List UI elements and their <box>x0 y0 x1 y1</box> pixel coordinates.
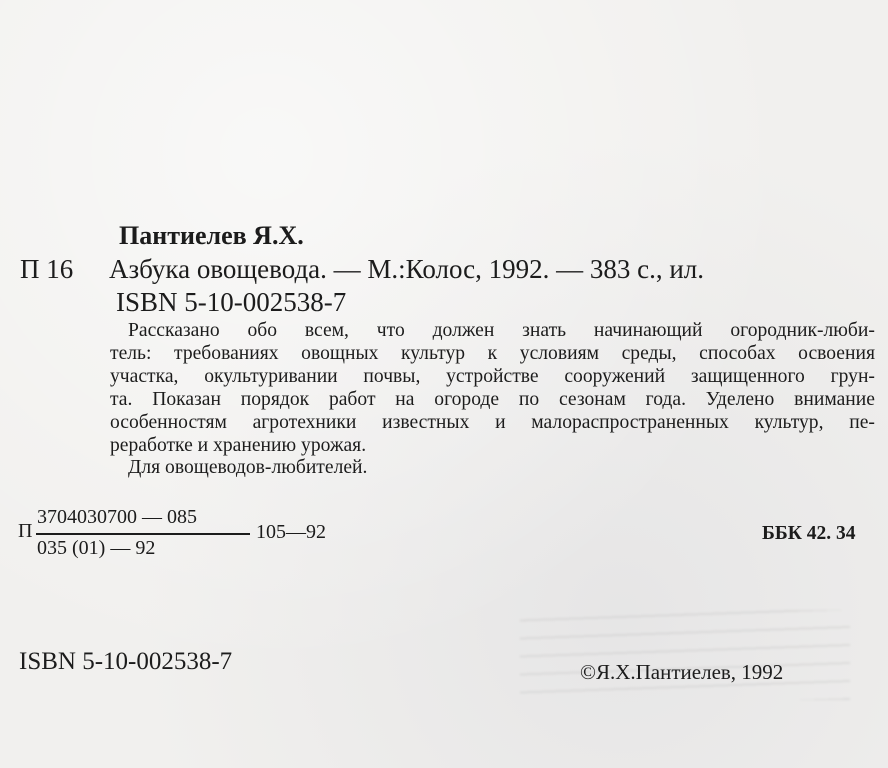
annotation-word: огороде <box>434 389 500 410</box>
copyright-notice: ©Я.Х.Пантиелев, 1992 <box>580 660 784 684</box>
annotation-word: Показан <box>152 389 221 410</box>
annotation-word: овощных <box>301 343 379 364</box>
isbn-bottom: ISBN 5-10-002538-7 <box>19 648 233 675</box>
annotation-word: малораспространенных <box>531 412 729 433</box>
annotation-word: требованиях <box>174 343 279 364</box>
annotation-word: среды, <box>621 343 677 364</box>
classification-tail: 105—92 <box>256 521 326 543</box>
annotation-word: защищенного <box>690 366 805 387</box>
annotation-word: по <box>518 389 540 410</box>
annotation-word: всем, <box>304 320 349 341</box>
annotation-paragraph <box>110 319 875 457</box>
classification-denominator: 035 (01) — 92 <box>37 537 156 559</box>
annotation-word: способах <box>699 343 776 364</box>
annotation-word: что <box>376 320 405 341</box>
annotation-word: Уделено <box>705 389 775 410</box>
page-show-through <box>520 610 850 700</box>
annotation-word: начинающий <box>593 320 703 341</box>
annotation-word: и <box>495 412 506 433</box>
annotation-word: знать <box>522 320 567 341</box>
annotation-word: агротехники <box>252 412 357 433</box>
annotation-word: огородник-люби- <box>730 320 875 341</box>
annotation-word: особенностям <box>110 412 227 433</box>
isbn-top: ISBN 5-10-002538-7 <box>116 287 347 317</box>
annotation-line <box>110 411 875 434</box>
annotation-word: грун- <box>830 366 875 387</box>
annotation-word: порядок <box>240 389 310 410</box>
annotation-word: известных <box>382 412 470 433</box>
annotation-line <box>110 365 875 388</box>
annotation-word: пе- <box>849 412 875 433</box>
annotation-word: условиям <box>519 343 599 364</box>
book-title-line: Азбука овощевода. — М.:Колос, 1992. — 383 с., ил. <box>109 254 705 284</box>
annotation-word: участка, <box>110 366 179 387</box>
annotation-word: почвы, <box>363 366 421 387</box>
annotation-word: внимание <box>794 389 875 410</box>
annotation-word: сезонам <box>558 389 626 410</box>
classification-numerator: 3704030700 — 085 <box>37 506 197 528</box>
annotation-word: Рассказано <box>128 320 220 341</box>
call-number: П 16 <box>20 254 74 284</box>
annotation-word: освоения <box>798 343 875 364</box>
annotation-word: должен <box>432 320 495 341</box>
annotation-word: обо <box>247 320 278 341</box>
annotation-word: тель: <box>110 343 152 364</box>
annotation-word: сооружений <box>564 366 666 387</box>
annotation-line: реработке и хранению урожая. <box>110 435 367 456</box>
classification-letter: П <box>18 520 33 542</box>
annotation-word: работ <box>328 389 376 410</box>
annotation-word: на <box>395 389 415 410</box>
bbk-index: ББК 42. 34 <box>762 523 856 544</box>
fraction-bar <box>36 533 250 535</box>
author-name: Пантиелев Я.Х. <box>119 221 304 250</box>
annotation-word: та. <box>110 389 133 410</box>
annotation-word: устройстве <box>446 366 539 387</box>
target-audience: Для овощеводов-любителей. <box>128 457 368 478</box>
annotation-word: окультуривании <box>204 366 338 387</box>
annotation-line <box>110 342 875 365</box>
annotation-line <box>110 319 875 342</box>
annotation-line <box>110 388 875 411</box>
annotation-word: года. <box>645 389 686 410</box>
annotation-word: культур, <box>754 412 824 433</box>
annotation-word: к <box>487 343 498 364</box>
annotation-word: культур <box>401 343 466 364</box>
